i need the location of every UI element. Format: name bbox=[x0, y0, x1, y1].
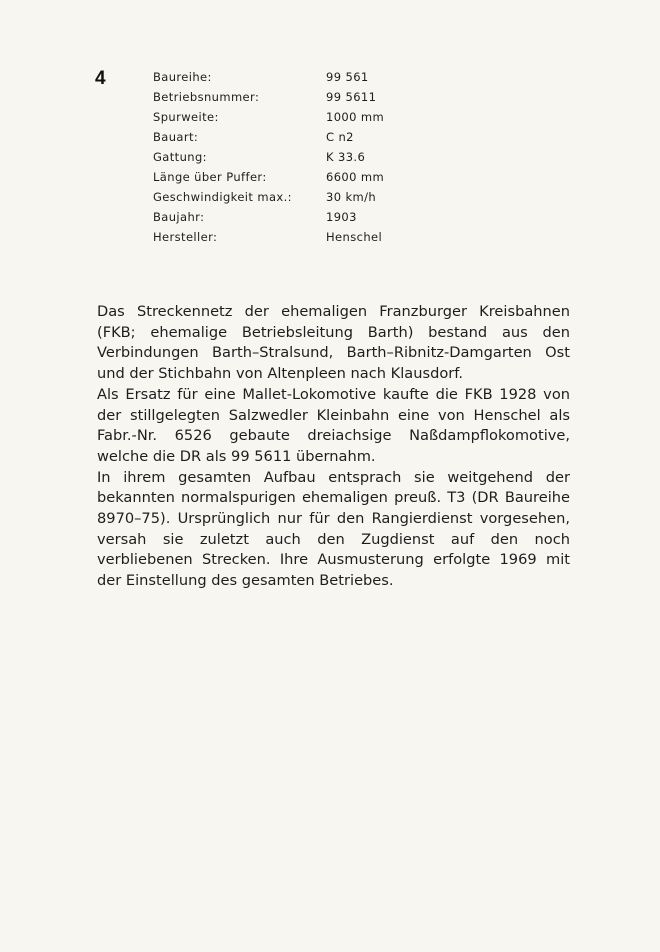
spec-row-betriebsnummer bbox=[153, 87, 384, 107]
spec-row-geschwindigkeit bbox=[153, 187, 384, 207]
spec-label: Länge über Puffer: bbox=[153, 170, 267, 184]
spec-label: Spurweite: bbox=[153, 110, 219, 124]
spec-value: Henschel bbox=[326, 230, 383, 244]
body-text bbox=[97, 302, 570, 592]
page-number: 4 bbox=[95, 68, 106, 89]
spec-label: Baujahr: bbox=[153, 210, 205, 224]
spec-row-gattung bbox=[153, 147, 384, 167]
spec-label: Bauart: bbox=[153, 130, 199, 144]
paragraph: Das Streckennetz der ehemaligen Franzburger Kreisbahnen (FKB; ehemalige Betriebsleitung Barth) bestand aus den Verbindungen Barth–Stralsund, Barth–Ribnitz-Damgarten Ost und der Stichbahn von Altenpleen nach Klausdorf. bbox=[97, 303, 570, 383]
spec-value: 99 561 bbox=[326, 70, 369, 84]
spec-value: C n2 bbox=[326, 130, 354, 144]
spec-row-baujahr bbox=[153, 207, 384, 227]
paragraph: In ihrem gesamten Aufbau entsprach sie weitgehend der bekannten normalspurigen ehemaligen preuß. T3 (DR Baureihe 8970–75). Ursprünglich nur für den Rangierdienst vorgesehen, versah sie zuletzt auch den Zugdienst auf den noch verbliebenen Strecken. Ihre Ausmusterung erfolgte 1969 mit der Einstellung des gesamten Betriebes. bbox=[97, 468, 570, 590]
spec-value: 30 km/h bbox=[326, 190, 377, 204]
spec-row-baureihe bbox=[153, 67, 384, 87]
spec-value: 99 5611 bbox=[326, 90, 377, 104]
spec-row-bauart bbox=[153, 127, 384, 147]
paragraph: Als Ersatz für eine Mallet-Lokomotive kaufte die FKB 1928 von der stillgelegten Salzwedler Kleinbahn eine von Henschel als Fabr.-Nr. 6526 gebaute dreiachsige Naßdampflokomotive, welche die DR als 99 5611 übernahm. bbox=[97, 385, 570, 465]
spec-table bbox=[153, 67, 384, 247]
spec-label: Gattung: bbox=[153, 150, 207, 164]
spec-row-laenge bbox=[153, 167, 384, 187]
spec-row-hersteller bbox=[153, 227, 384, 247]
spec-label: Baureihe: bbox=[153, 70, 212, 84]
spec-value: 1000 mm bbox=[326, 110, 385, 124]
spec-label: Betriebsnummer: bbox=[153, 90, 260, 104]
spec-value: K 33.6 bbox=[326, 150, 366, 164]
spec-value: 1903 bbox=[326, 210, 357, 224]
spec-label: Hersteller: bbox=[153, 230, 218, 244]
spec-row-spurweite bbox=[153, 107, 384, 127]
spec-value: 6600 mm bbox=[326, 170, 385, 184]
spec-label: Geschwindigkeit max.: bbox=[153, 190, 292, 204]
